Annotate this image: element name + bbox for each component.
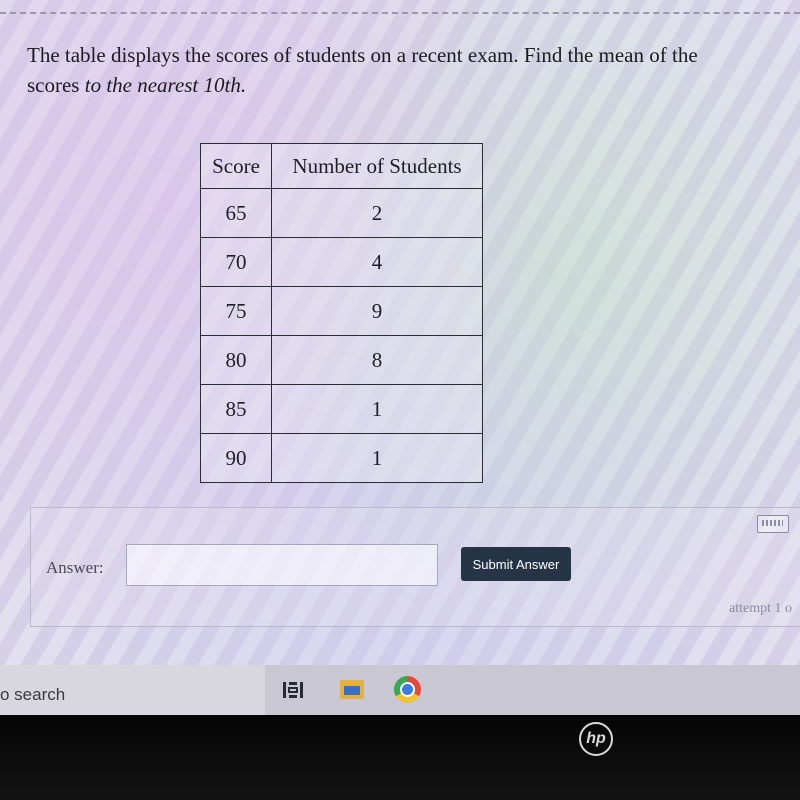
count-cell: 8 [272, 336, 483, 385]
question-text [27, 40, 800, 100]
attempt-counter: attempt 1 o [729, 601, 792, 616]
question-line-2-normal: scores [27, 73, 85, 97]
laptop-bezel [0, 715, 800, 800]
score-cell: 80 [201, 336, 272, 385]
count-cell: 2 [272, 189, 483, 238]
question-line-2 [27, 70, 800, 100]
table-row [201, 385, 483, 434]
table-row [201, 336, 483, 385]
table-row [201, 189, 483, 238]
score-cell: 70 [201, 238, 272, 287]
score-cell: 90 [201, 434, 272, 483]
keyboard-icon[interactable] [757, 515, 789, 533]
submit-answer-button[interactable]: Submit Answer [461, 547, 571, 581]
count-cell: 4 [272, 238, 483, 287]
top-divider [0, 12, 800, 14]
answer-label: Answer: [46, 558, 104, 577]
taskbar-search-text: o search [0, 685, 66, 704]
header-score: Score [201, 144, 272, 189]
table-row [201, 287, 483, 336]
task-view-icon[interactable] [282, 679, 304, 701]
folder-icon[interactable] [340, 680, 364, 699]
answer-input[interactable] [126, 544, 438, 586]
question-line-1: The table displays the scores of students on a recent exam. Find the mean of the [27, 43, 698, 67]
count-cell: 1 [272, 385, 483, 434]
score-cell: 75 [201, 287, 272, 336]
count-cell: 9 [272, 287, 483, 336]
table-header-row [201, 144, 483, 189]
hp-logo: hp [579, 722, 613, 756]
header-number-of-students: Number of Students [272, 144, 483, 189]
chrome-icon[interactable] [394, 676, 421, 703]
score-cell: 65 [201, 189, 272, 238]
score-cell: 85 [201, 385, 272, 434]
table-row [201, 238, 483, 287]
question-line-2-italic: to the nearest 10th. [84, 73, 247, 97]
count-cell: 1 [272, 434, 483, 483]
scores-table [200, 143, 483, 483]
table-row [201, 434, 483, 483]
taskbar-search-box[interactable] [0, 665, 265, 715]
